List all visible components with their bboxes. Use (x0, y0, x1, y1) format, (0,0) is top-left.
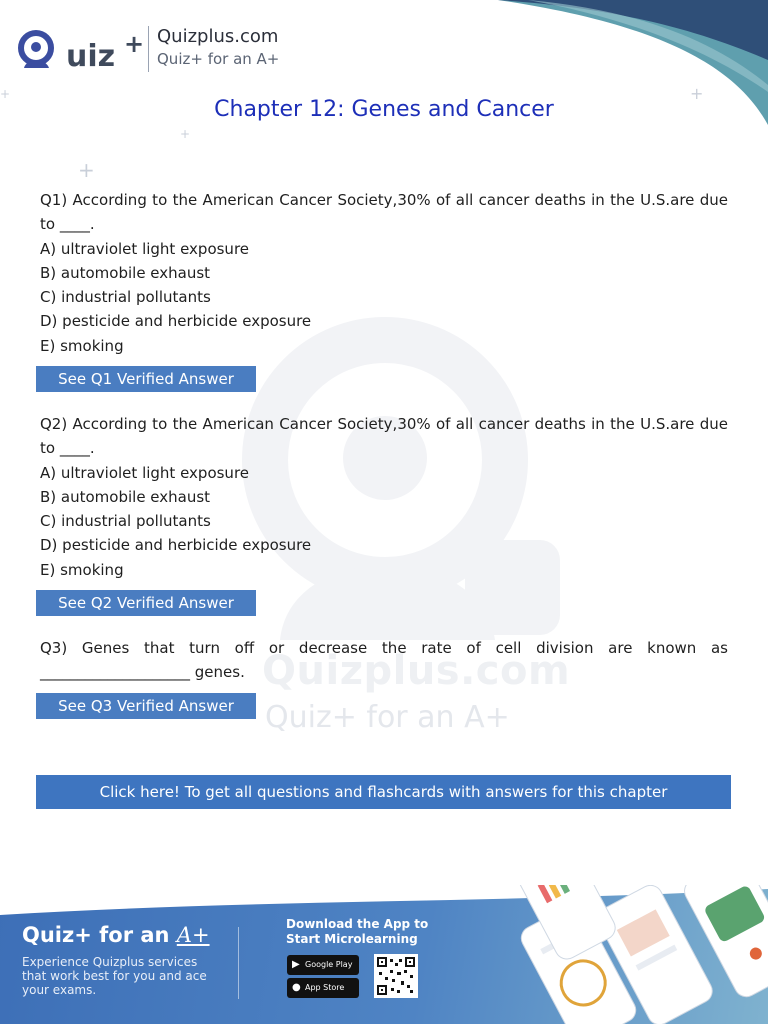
question-text: Q3) Genes that turn off or decrease the rate of cell division are known as ____________________ genes. (40, 639, 728, 682)
option-a: A) ultraviolet light exposure (40, 463, 250, 482)
question-text: Q2) According to the American Cancer Society,30% of all cancer deaths in the U.S.are due to ____. (40, 415, 728, 458)
option-a: A) ultraviolet light exposure (40, 239, 250, 258)
see-q1-answer-button[interactable]: See Q1 Verified Answer (36, 366, 256, 392)
option-e: E) smoking (40, 560, 124, 579)
svg-text:uiz: uiz (66, 39, 116, 74)
option-d: D) pesticide and herbicide exposure (40, 312, 312, 331)
all-questions-cta-button[interactable]: Click here! To get all questions and flashcards with answers for this chapter (36, 775, 731, 809)
option-b: B) automobile exhaust (40, 263, 211, 282)
google-play-label: Google Play (305, 960, 353, 969)
plus-decoration: + (78, 158, 95, 182)
quizplus-logo[interactable] (16, 24, 151, 80)
footer-banner (0, 885, 768, 1024)
footer-brand-aplus: A+ (176, 923, 210, 947)
svg-text:+: + (124, 30, 145, 58)
watermark-site: Quizplus.com (262, 648, 571, 694)
option-c: C) industrial pollutants (40, 288, 211, 307)
plus-decoration: + (0, 87, 11, 101)
footer-brand-prefix: Quiz+ for an (22, 923, 170, 947)
see-q3-answer-button[interactable]: See Q3 Verified Answer (36, 693, 256, 719)
option-e: E) smoking (40, 336, 124, 355)
logo-divider (148, 26, 149, 72)
apple-icon: ● (292, 982, 301, 993)
play-icon: ▶ (292, 959, 300, 970)
watermark-tagline: Quiz+ for an A+ (265, 700, 510, 735)
chapter-title: Chapter 12: Genes and Cancer (214, 97, 554, 122)
plus-decoration: + (690, 84, 704, 103)
app-store-label: App Store (305, 983, 345, 992)
see-q2-answer-button[interactable]: See Q2 Verified Answer (36, 590, 256, 616)
brand-site-name: Quizplus.com (157, 26, 279, 47)
option-d: D) pesticide and herbicide exposure (40, 536, 312, 555)
question-text: Q1) According to the American Cancer Society,30% of all cancer deaths in the U.S.are due to ____. (40, 191, 728, 234)
download-app-text: Download the App to Start Microlearning (286, 917, 429, 946)
footer-description: Experience Quizplus services that work best for you and ace your exams. (22, 955, 207, 997)
option-b: B) automobile exhaust (40, 487, 211, 506)
footer-brand (22, 923, 210, 947)
app-store-button[interactable] (287, 978, 359, 998)
option-c: C) industrial pollutants (40, 512, 211, 531)
question-2 (40, 412, 728, 582)
brand-tagline: Quiz+ for an A+ (157, 50, 280, 68)
qr-code[interactable] (374, 954, 418, 998)
footer-divider (238, 927, 239, 999)
google-play-button[interactable] (287, 955, 359, 975)
app-phones-illustration (505, 885, 768, 1024)
question-3 (40, 636, 728, 685)
question-1 (40, 188, 728, 358)
plus-decoration: + (180, 127, 191, 141)
